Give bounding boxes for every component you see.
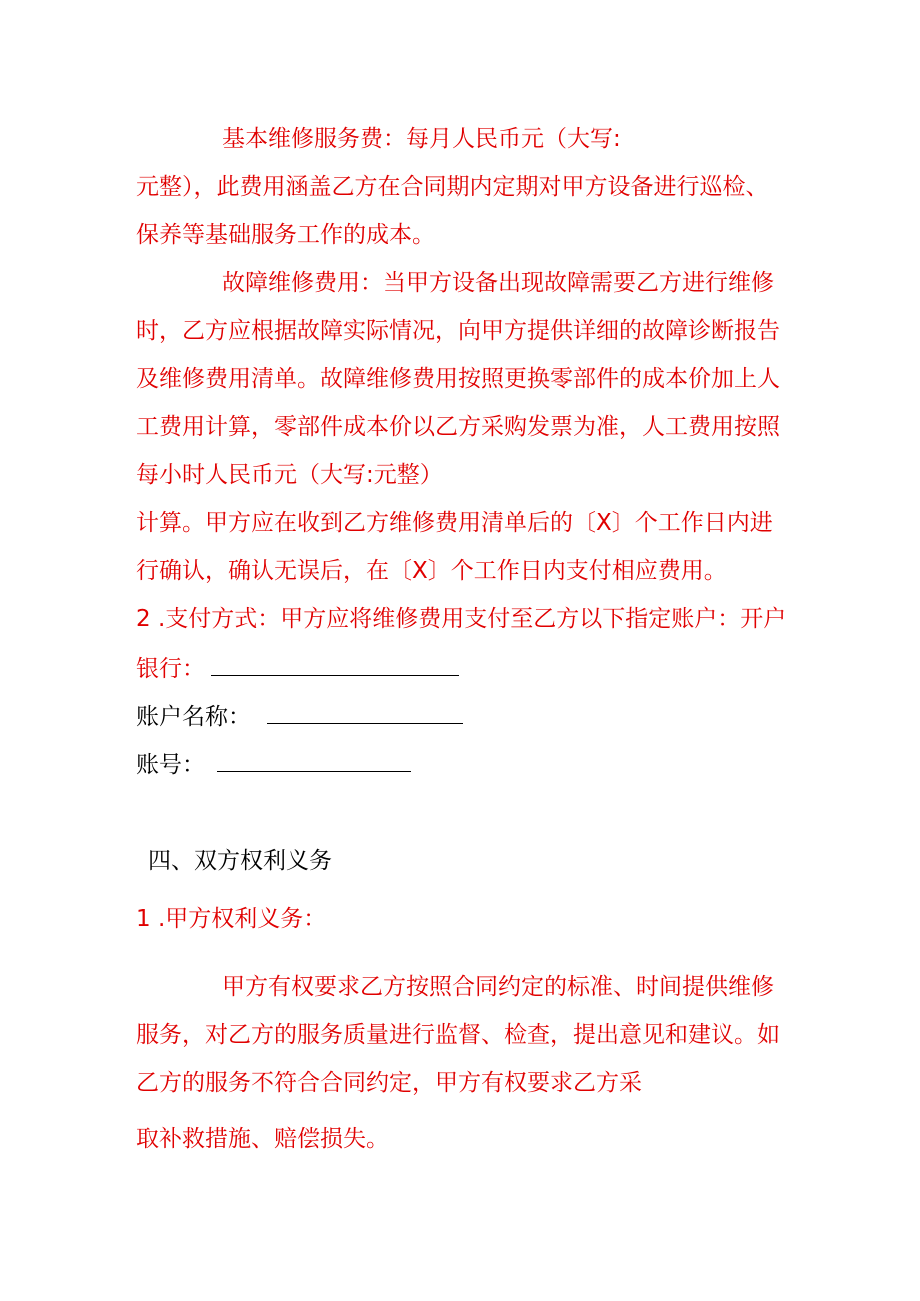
subsection-title: 1 .甲方权利义务： <box>136 906 327 932</box>
account-name-label: 账户名称： <box>136 704 251 730</box>
payment-heading: 2 .支付方式：甲方应将维修费用支付至乙方以下指定账户：开户 <box>136 606 787 632</box>
basic-fee-line-3: 保养等基础服务工作的成本。 <box>136 222 435 248</box>
account-name-row <box>136 702 463 732</box>
repair-fee-line-7: 行确认，确认无误后，在〔X〕个工作日内支付相应费用。 <box>136 558 727 584</box>
repair-fee-line-6: 计算。甲方应在收到乙方维修费用清单后的〔X〕个工作日内进 <box>136 510 773 536</box>
rights-line-4: 取补救措施、赔偿损失。 <box>136 1126 389 1152</box>
rights-line-3: 乙方的服务不符合合同约定，甲方有权要求乙方采 <box>136 1070 642 1096</box>
account-number-blank[interactable] <box>217 751 411 772</box>
rights-line-2: 服务，对乙方的服务质量进行监督、检查，提出意见和建议。如 <box>136 1022 780 1048</box>
section-title: 四、双方权利义务 <box>148 848 332 874</box>
repair-fee-line-1: 故障维修费用：当甲方设备出现故障需要乙方进行维修 <box>222 270 774 296</box>
basic-fee-line-2: 元整），此费用涵盖乙方在合同期内定期对甲方设备进行巡检、 <box>136 174 769 200</box>
repair-fee-line-4: 工费用计算，零部件成本价以乙方采购发票为准，人工费用按照 <box>136 414 780 440</box>
basic-fee-line-1: 基本维修服务费：每月人民币元（大写: <box>222 126 621 152</box>
account-number-row <box>136 750 411 780</box>
account-number-label: 账号： <box>136 752 205 778</box>
rights-line-1: 甲方有权要求乙方按照合同约定的标准、时间提供维修 <box>222 974 774 1000</box>
repair-fee-line-2: 时，乙方应根据故障实际情况，向甲方提供详细的故障诊断报告 <box>136 318 780 344</box>
bank-blank[interactable] <box>211 655 459 676</box>
bank-row <box>136 654 459 684</box>
bank-label: 银行： <box>136 656 205 682</box>
repair-fee-line-5: 每小时人民币元（大写:元整） <box>136 462 443 488</box>
account-name-blank[interactable] <box>267 703 463 724</box>
repair-fee-line-3: 及维修费用清单。故障维修费用按照更换零部件的成本价加上人 <box>136 366 780 392</box>
